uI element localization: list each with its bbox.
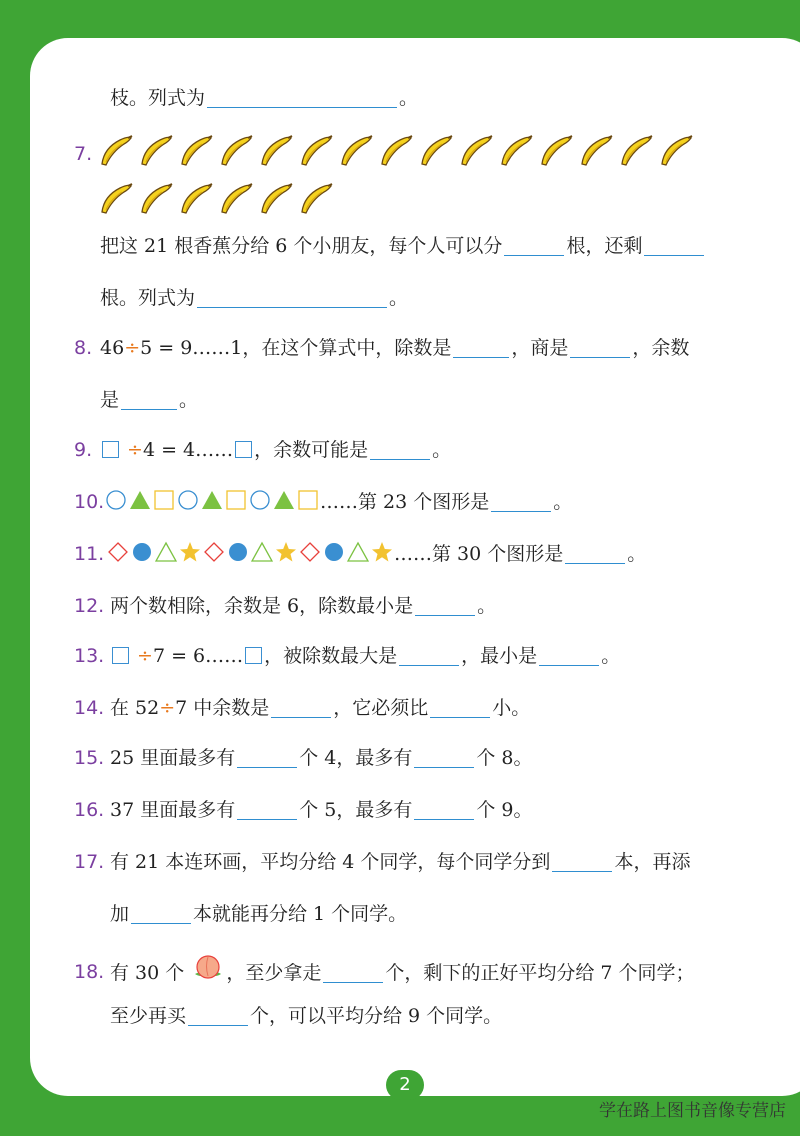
dot-icon	[131, 537, 153, 577]
q8-text: 46	[100, 337, 125, 359]
q15-text: 25 里面最多有	[110, 747, 236, 769]
answer-blank[interactable]	[188, 1024, 248, 1026]
banana-icon	[538, 134, 574, 172]
diamond-icon	[203, 537, 225, 577]
banana-icon	[578, 134, 614, 172]
box-blank[interactable]	[102, 441, 119, 458]
q6-continuation	[0, 78, 800, 118]
circle-icon	[105, 485, 127, 525]
box-blank[interactable]	[112, 647, 129, 664]
q15-line	[0, 738, 800, 778]
star-icon	[179, 537, 201, 577]
q12-line	[0, 586, 800, 626]
q14-text: 在 52	[110, 697, 160, 719]
q16-end: 个 9。	[476, 799, 533, 821]
q13-text-e: ，最小是	[461, 645, 538, 667]
q9-line	[0, 430, 800, 470]
question-number: 8.	[74, 337, 93, 359]
q8-text-d: ，商是	[511, 337, 569, 359]
banana-icon	[338, 134, 374, 172]
answer-blank[interactable]	[399, 664, 459, 666]
q7-text: 把这 21 根香蕉分给 6 个小朋友，每个人可以分	[100, 235, 503, 257]
answer-blank[interactable]	[415, 614, 475, 616]
q18-text-b: ，至少拿走	[226, 962, 322, 984]
page-number: 2	[386, 1070, 424, 1100]
circle-icon	[177, 485, 199, 525]
triangle-icon	[129, 485, 151, 525]
answer-blank[interactable]	[121, 408, 177, 410]
question-number: 13.	[74, 645, 105, 667]
banana-row-1	[98, 134, 694, 172]
q13-text-c: 7 = 6……	[152, 645, 244, 667]
q10-end: 。	[553, 491, 573, 513]
q17-text: 有 21 本连环画，平均分给 4 个同学，每个同学分到	[110, 851, 551, 873]
q13-line	[0, 636, 800, 676]
banana-icon	[218, 134, 254, 172]
q11-end: 。	[627, 543, 647, 565]
answer-blank[interactable]	[414, 766, 474, 768]
banana-icon	[138, 134, 174, 172]
q8-line1	[0, 328, 800, 368]
q18-text-c: 个，剩下的正好平均分给 7 个同学；	[385, 962, 695, 984]
triangle-icon	[251, 537, 273, 577]
q8-text-f: 是	[100, 389, 120, 411]
q14-end: 小。	[492, 697, 531, 719]
dot-icon	[227, 537, 249, 577]
banana-icon	[458, 134, 494, 172]
q14-line	[0, 688, 800, 728]
q12-end: 。	[477, 595, 497, 617]
banana-icon	[258, 134, 294, 172]
divide-sign: ÷	[127, 439, 143, 461]
divide-sign: ÷	[137, 645, 153, 667]
triangle-icon	[155, 537, 177, 577]
question-number: 18.	[74, 961, 105, 983]
q14-text-d: ，它必须比	[333, 697, 429, 719]
store-watermark: 学在路上图书音像专营店	[599, 1101, 786, 1121]
answer-blank[interactable]	[504, 254, 564, 256]
answer-blank[interactable]	[552, 870, 612, 872]
answer-blank[interactable]	[370, 458, 430, 460]
q11-text: ……第 30 个图形是	[394, 543, 564, 565]
answer-blank[interactable]	[323, 981, 383, 983]
q18-line1	[0, 952, 800, 992]
banana-icon	[618, 134, 654, 172]
q17-line1	[0, 842, 800, 882]
question-number: 9.	[74, 439, 93, 461]
triangle-icon	[201, 485, 223, 525]
answer-blank[interactable]	[565, 562, 625, 564]
square-icon	[153, 485, 175, 525]
triangle-icon	[347, 537, 369, 577]
answer-blank[interactable]	[430, 716, 490, 718]
q7-end: 。	[389, 287, 409, 309]
q18-text: 有 30 个	[110, 962, 185, 984]
q10-line	[0, 482, 800, 522]
banana-icon	[178, 134, 214, 172]
q11-line	[0, 534, 800, 574]
q14-text-c: 7 中余数是	[175, 697, 270, 719]
q18-text-d: 至少再买	[110, 1005, 187, 1027]
banana-icon	[98, 182, 134, 220]
q7-text-c: 根。列式为	[100, 287, 196, 309]
q6-text: 枝。列式为	[110, 87, 206, 109]
banana-icon	[298, 182, 334, 220]
star-icon	[371, 537, 393, 577]
banana-icon	[138, 182, 174, 220]
q13-end: 。	[601, 645, 621, 667]
q8-line2	[0, 380, 800, 420]
banana-icon	[258, 182, 294, 220]
banana-icon	[658, 134, 694, 172]
circle-icon	[249, 485, 271, 525]
banana-row-2	[98, 182, 334, 220]
banana-icon	[178, 182, 214, 220]
diamond-icon	[107, 537, 129, 577]
q15-text-b: 个 4，最多有	[299, 747, 413, 769]
q17-text-c: 加	[110, 903, 130, 925]
question-number: 7.	[74, 143, 93, 165]
box-blank[interactable]	[235, 441, 252, 458]
q10-text: ……第 23 个图形是	[320, 491, 490, 513]
divide-sign: ÷	[159, 697, 176, 719]
answer-blank[interactable]	[131, 922, 191, 924]
q16-text: 37 里面最多有	[110, 799, 236, 821]
q9-text-d: ，余数可能是	[254, 439, 369, 461]
diamond-icon	[299, 537, 321, 577]
answer-blank[interactable]	[414, 818, 474, 820]
q6-end: 。	[399, 87, 419, 109]
q13-text-d: ，被除数最大是	[264, 645, 398, 667]
banana-icon	[98, 134, 134, 172]
answer-blank[interactable]	[570, 356, 630, 358]
banana-icon	[298, 134, 334, 172]
banana-icon	[498, 134, 534, 172]
q18-end: 个，可以平均分给 9 个同学。	[250, 1005, 503, 1027]
q12-text: 两个数相除，余数是 6，除数最小是	[110, 595, 414, 617]
answer-blank[interactable]	[539, 664, 599, 666]
dot-icon	[323, 537, 345, 577]
banana-icon	[378, 134, 414, 172]
question-number: 12.	[74, 595, 105, 617]
q8-text-e: ，余数	[632, 337, 690, 359]
divide-sign: ÷	[124, 337, 141, 359]
box-blank[interactable]	[245, 647, 262, 664]
answer-blank[interactable]	[237, 766, 297, 768]
answer-blank[interactable]	[453, 356, 509, 358]
q7-line1	[0, 226, 800, 266]
answer-blank[interactable]	[197, 306, 387, 308]
q17-end: 本就能再分给 1 个同学。	[193, 903, 408, 925]
shape-pattern-10	[104, 491, 320, 513]
q17-text-b: 本，再添	[614, 851, 691, 873]
peach-icon	[191, 952, 225, 996]
answer-blank[interactable]	[237, 818, 297, 820]
banana-icon	[418, 134, 454, 172]
square-icon	[225, 485, 247, 525]
q8-end: 。	[179, 389, 199, 411]
answer-blank[interactable]	[207, 106, 397, 108]
answer-blank[interactable]	[491, 510, 551, 512]
q9-text-c: 4 = 4……	[142, 439, 234, 461]
q9-end: 。	[432, 439, 452, 461]
question-number: 14.	[74, 697, 105, 719]
star-icon	[275, 537, 297, 577]
square-icon	[297, 485, 319, 525]
question-number: 16.	[74, 799, 105, 821]
shape-pattern-11	[106, 543, 394, 565]
question-number: 10.	[74, 491, 105, 513]
triangle-icon	[273, 485, 295, 525]
answer-blank[interactable]	[644, 254, 704, 256]
banana-icon	[218, 182, 254, 220]
q7-text-b: 根，还剩	[566, 235, 643, 257]
answer-blank[interactable]	[271, 716, 331, 718]
q16-line	[0, 790, 800, 830]
question-number: 15.	[74, 747, 105, 769]
q18-line2	[0, 996, 800, 1036]
q7-line2	[0, 278, 800, 318]
q16-text-b: 个 5，最多有	[299, 799, 413, 821]
q15-end: 个 8。	[476, 747, 533, 769]
question-number: 11.	[74, 543, 105, 565]
q17-line2	[0, 894, 800, 934]
question-number: 17.	[74, 851, 105, 873]
q8-text-c: 5 = 9……1，在这个算式中，除数是	[140, 337, 452, 359]
